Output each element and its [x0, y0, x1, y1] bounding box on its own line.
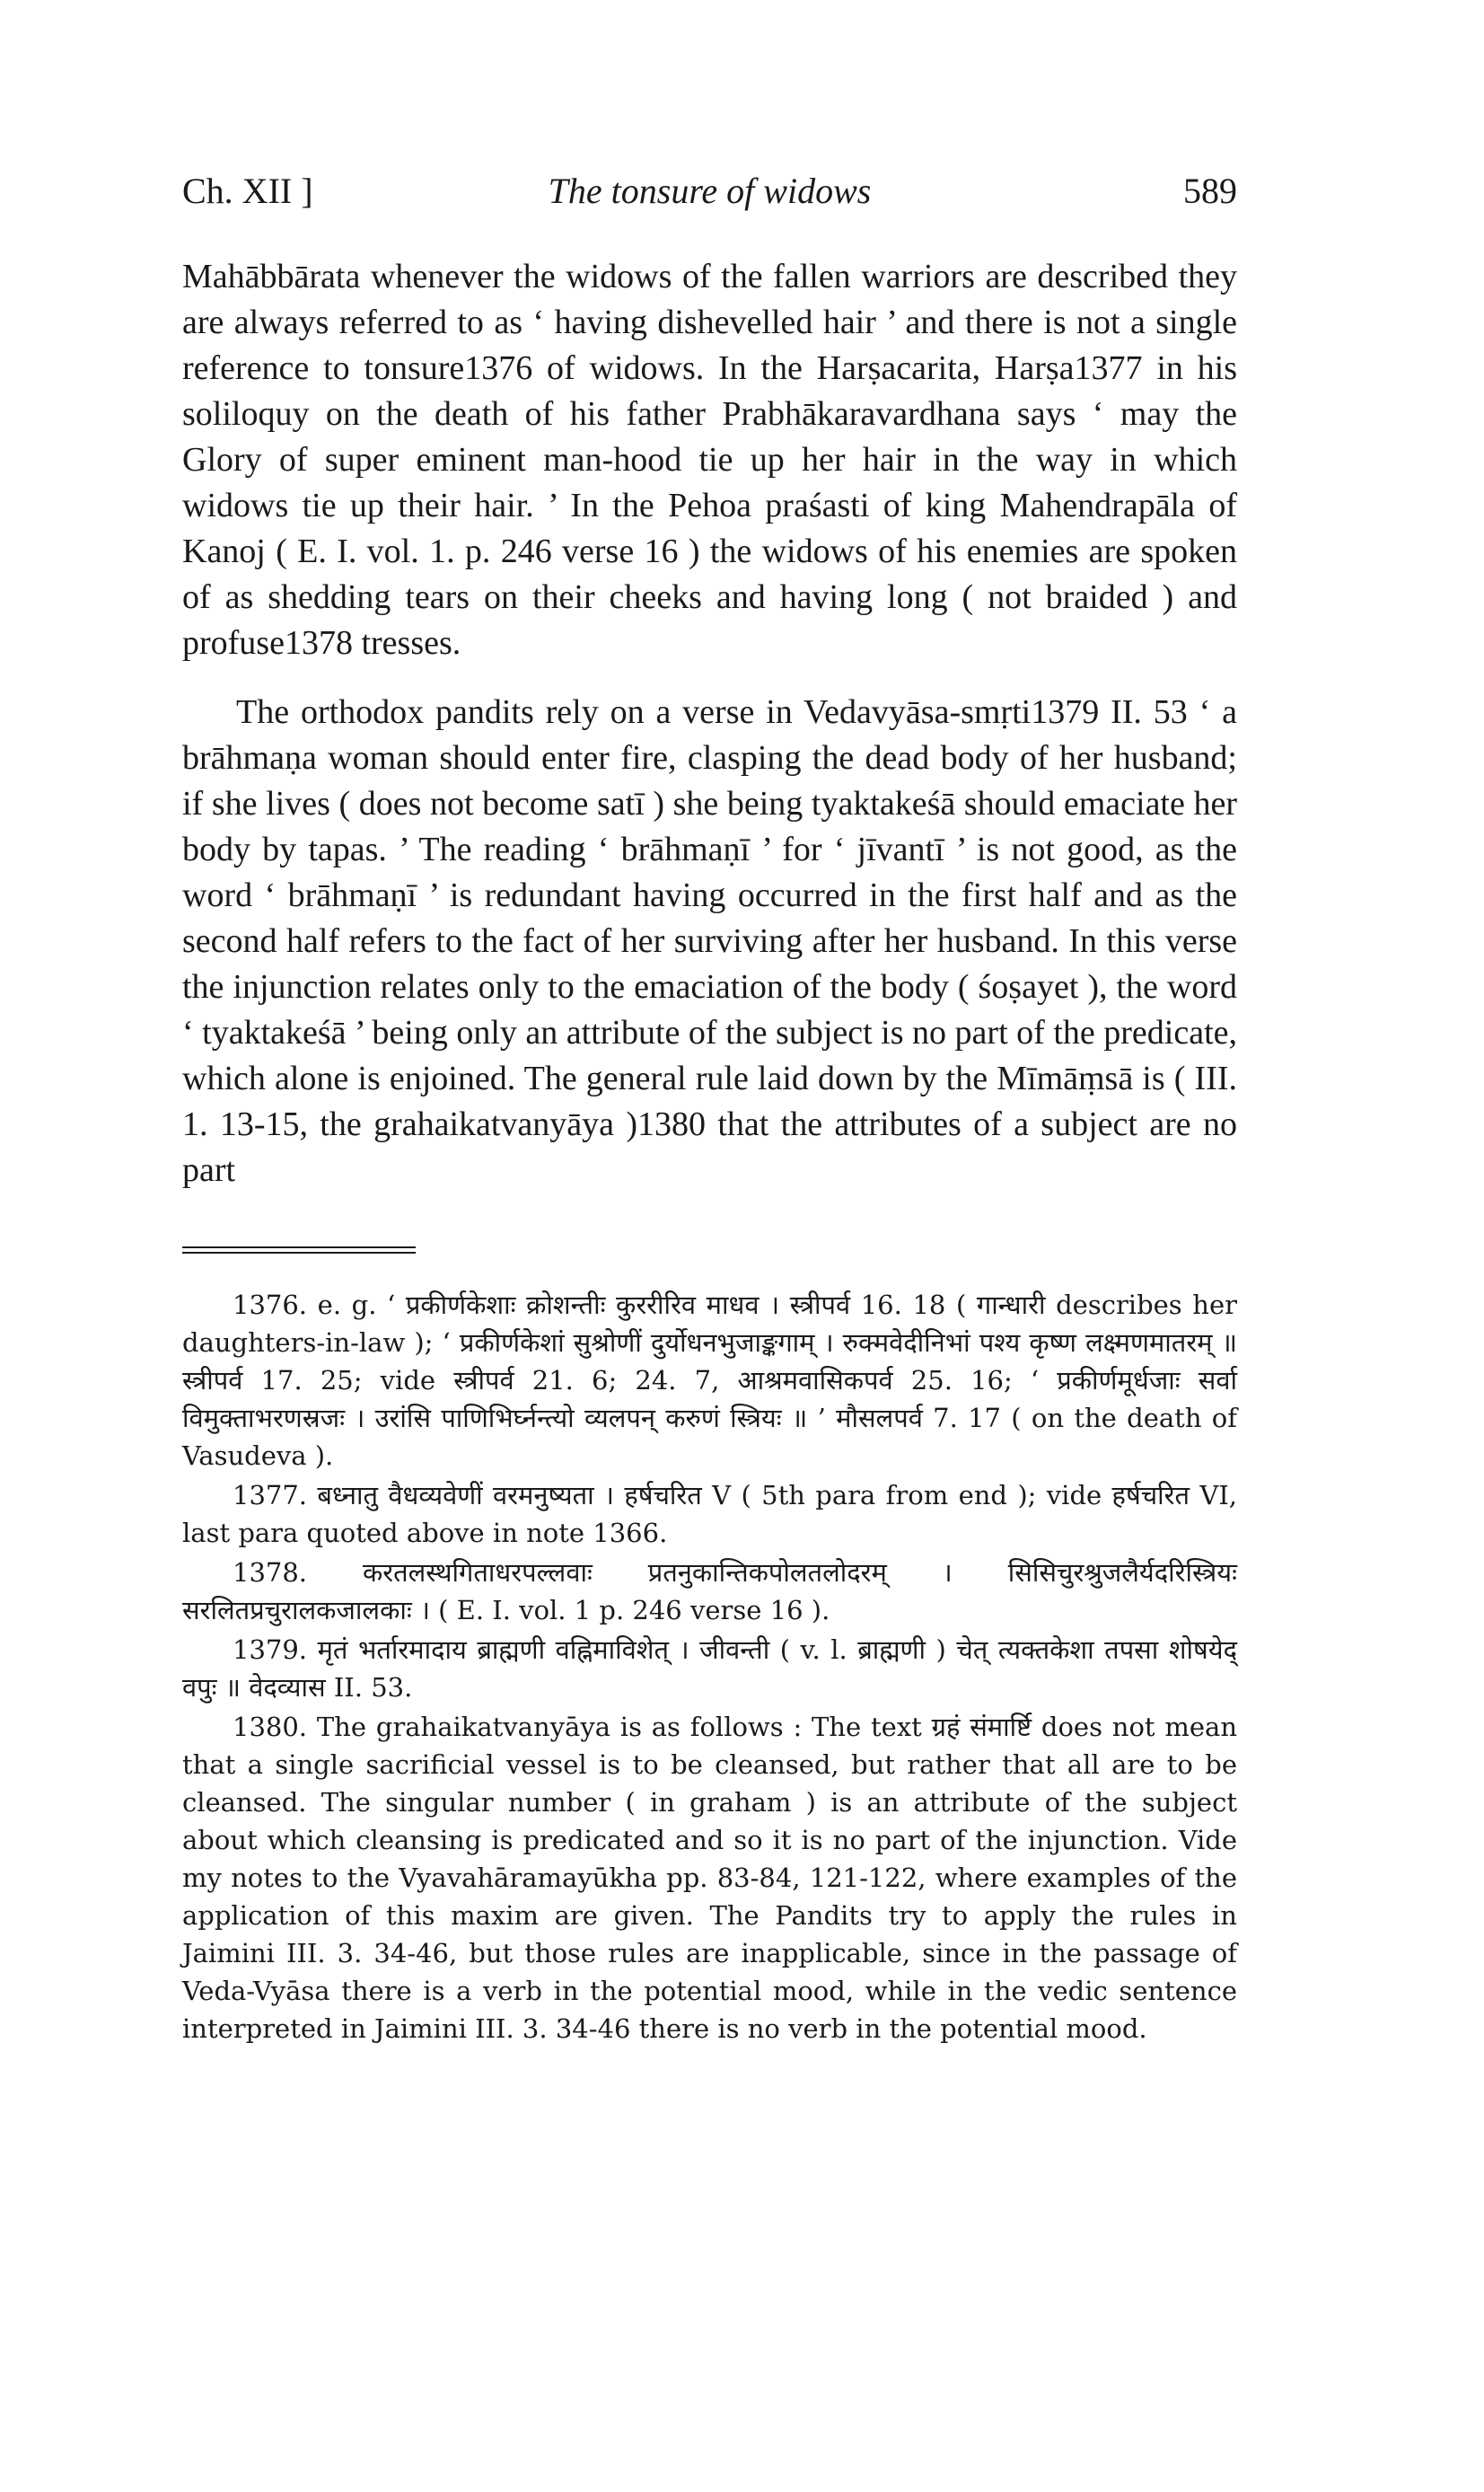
main-text	[182, 254, 1237, 1193]
footnote-number: 1380.	[233, 1712, 308, 1742]
footnote-number: 1376.	[233, 1290, 308, 1320]
footnotes	[182, 1286, 1237, 2049]
footnote	[182, 1631, 1237, 1706]
paragraph: The orthodox pandits rely on a verse in Vedavyāsa-smṛti1379 II. 53 ‘ a brāhmaṇa woman should enter fire, clasping the dead body of her husband; if she lives ( does not become satī ) she being tyaktakeśā should emaciate her body by tapas. ’ The reading ‘ brāhmaṇī ’ for ‘ jīvantī ’ is not good, as the word ‘ brāhmaṇī ’ is redundant having occurred in the first half and as the second half refers to the fact of her surviving after her husband. In this verse the injunction relates only to the emaciation of the body ( śoṣayet ), the word ‘ tyaktakeśā ’ being only an attribute of the subject is no part of the predicate, which alone is enjoined. The general rule laid down by the Mīmāṃsā is ( III. 1. 13-15, the grahaikatvanyāya )1380 that the attributes of a subject are no part	[182, 693, 1237, 1189]
footnote	[182, 1476, 1237, 1552]
footnote-divider	[182, 1246, 416, 1254]
footnote-number: 1377.	[233, 1480, 308, 1510]
footnote	[182, 1286, 1237, 1475]
footnote-text: e. g. ‘ प्रकीर्णकेशाः क्रोशन्तीः कुररीरिव माधव । स्त्रीपर्व 16. 18 ( गान्धारी describes her daughters-in-law ); ‘ प्रकीर्णकेशां सुश्रोणीं दुर्योधनभुजाङ्कगाम् । रुक्मवेदीनिभां पश्य कृष्ण लक्ष्मणमातरम् ॥ स्त्रीपर्व 17. 25; vide स्त्रीपर्व 21. 6; 24. 7, आश्रमवासिकपर्व 25. 16; ‘ प्रकीर्णमूर्धजाः सर्वा विमुक्ताभरणस्रजः । उरांसि पाणिभिर्घ्नन्त्यो व्यलपन् करुणं स्त्रियः ॥ ’ मौसलपर्व 7. 17 ( on the death of Vasudeva ).	[182, 1290, 1238, 1471]
chapter-label: Ch. XII ]	[182, 171, 313, 211]
paragraph: Mahābbārata whenever the widows of the fallen warriors are described they are always referred to as ‘ having dishevelled hair ’ and there is not a single reference to tonsure1376 of widows. In the Harṣacarita, Harṣa1377 in his soliloquy on the death of his father Prabhākaravardhana says ‘ may the Glory of super eminent man-hood tie up her hair in the way in which widows tie up their hair. ’ In the Pehoa praśasti of king Mahendrapāla of Kanoj ( E. I. vol. 1. p. 246 verse 16 ) the widows of his enemies are spoken of as shedding tears on their cheeks and having long ( not braided ) and profuse1378 tresses.	[182, 258, 1237, 662]
footnote-text: बध्नातु वैधव्यवेणीं वरमनुष्यता । हर्षचरित V ( 5th para from end ); vide हर्षचरित VI, last para quoted above in note 1366.	[182, 1480, 1238, 1548]
footnote	[182, 1708, 1237, 2047]
page-number: 589	[1183, 171, 1237, 211]
footnote-number: 1379.	[233, 1634, 308, 1665]
footnote-number: 1378.	[233, 1557, 308, 1588]
footnote-text: The grahaikatvanyāya is as follows : The text ग्रहं संमार्ष्टि does not mean that a single sacrificial vessel is to be cleansed, but rather that all are to be cleansed. The singular number ( in graham ) is an attribute of the subject about which cleansing is predicated and so it is no part of the injunction. Vide my notes to the Vyavahāramayūkha pp. 83-84, 121-122, where examples of the application of this maxim are given. The Pandits try to apply the rules in Jaimini III. 3. 34-46, but those rules are inapplicable, since in the passage of Veda-Vyāsa there is a verb in the potential mood, while in the vedic sentence interpreted in Jaimini III. 3. 34-46 there is no verb in the potential mood.	[182, 1712, 1237, 2044]
footnote-text: करतलस्थगिताधरपल्लवाः प्रतनुकान्तिकपोलतलोदरम् । सिसिचुरश्रुजलैर्यदरिस्त्रियः सरलितप्रचुरालकजालकाः । ( E. I. vol. 1 p. 246 verse 16 ).	[182, 1557, 1237, 1625]
footnote	[182, 1554, 1237, 1629]
footnote-text: मृतं भर्तारमादाय ब्राह्मणी वह्निमाविशेत् । जीवन्ती ( v. l. ब्राह्मणी ) चेत् त्यक्तकेशा तपसा शोषयेद् वपुः ॥ वेदव्यास II. 53.	[182, 1634, 1238, 1703]
page-title: The tonsure of widows	[548, 171, 872, 211]
